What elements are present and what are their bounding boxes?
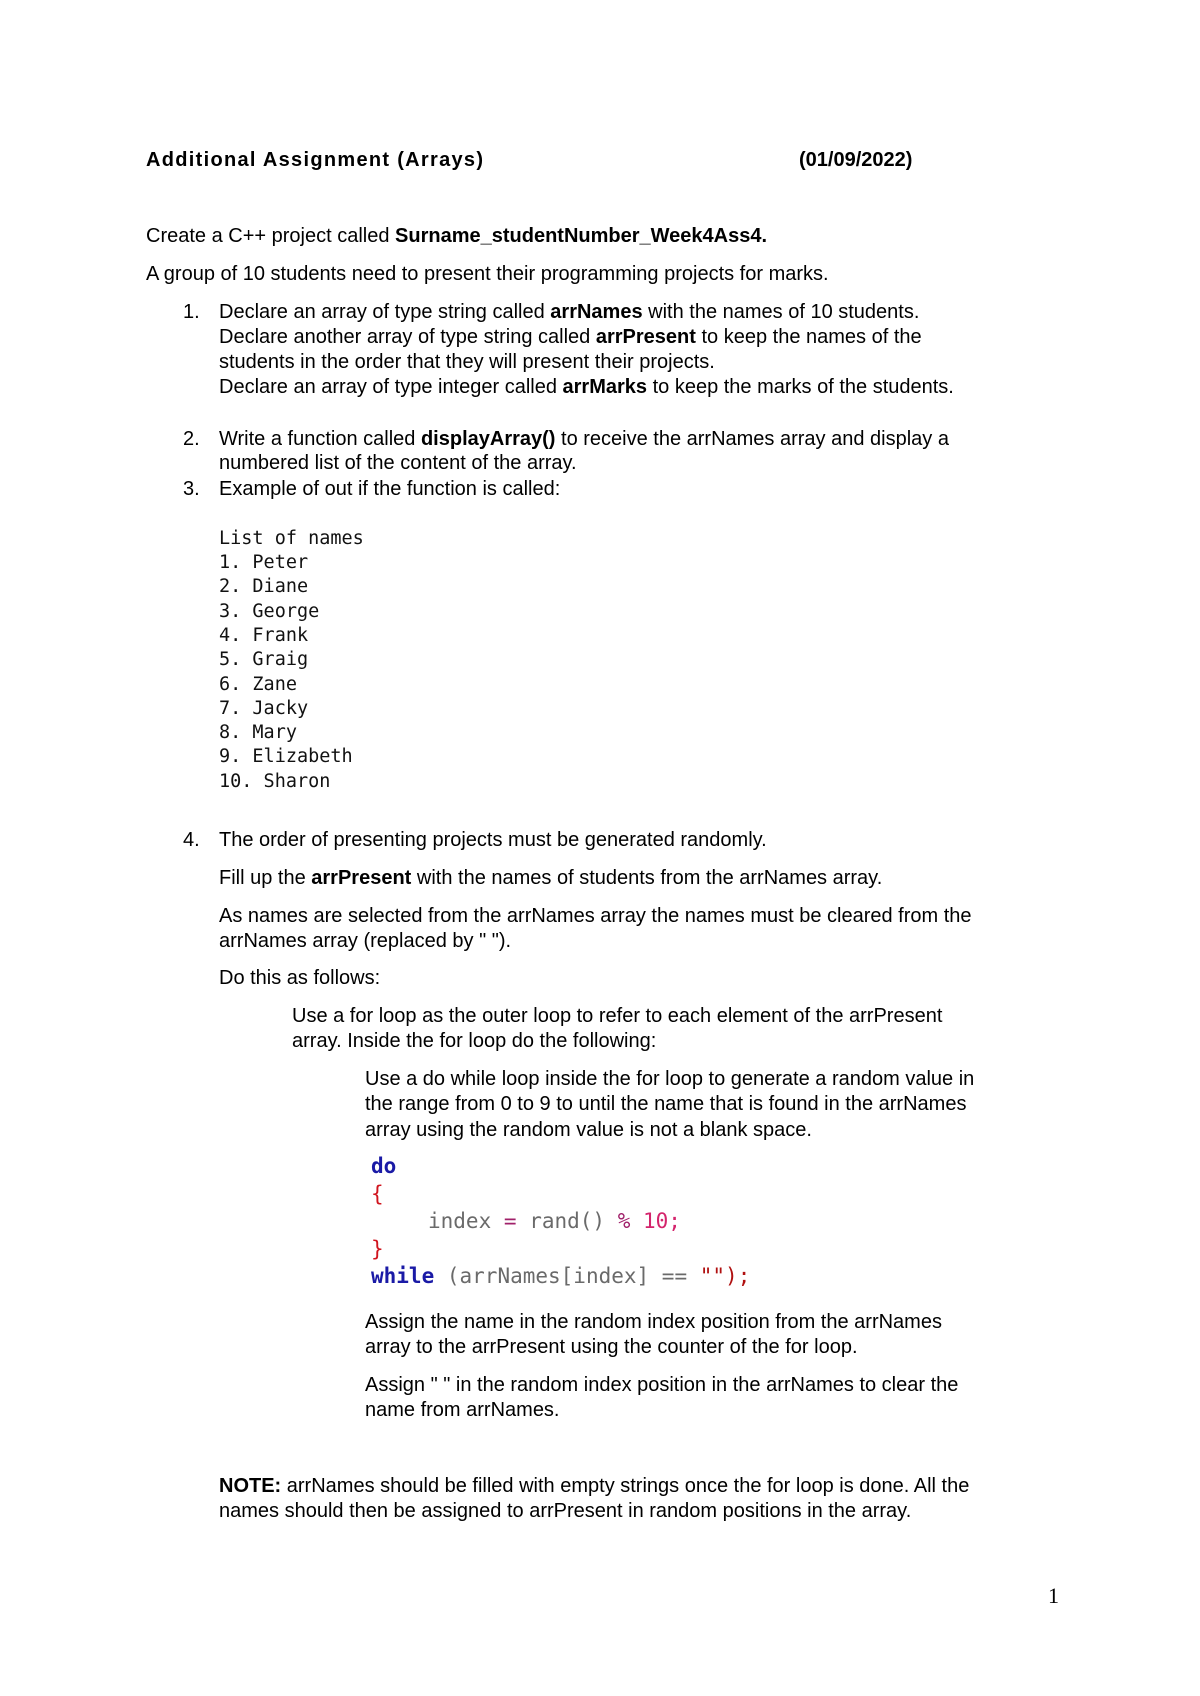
- item-1-line-4: Declare an array of type integer called arrMarks to keep the marks of the students.: [219, 376, 954, 398]
- item-4-p6-line-2: the range from 0 to 9 to until the name that is found in the arrNames: [365, 1093, 967, 1115]
- note-line-2: names should then be assigned to arrPresent in random positions in the array.: [219, 1500, 912, 1522]
- example-output-line: 4. Frank: [219, 625, 309, 646]
- example-output-line: 2. Diane: [219, 576, 309, 597]
- example-output-line: 3. George: [219, 601, 320, 622]
- item-4-p7-line-2: array to the arrPresent using the counter of the for loop.: [365, 1336, 858, 1358]
- example-output-line: 10. Sharon: [219, 771, 331, 792]
- page-number: 1: [1048, 1583, 1059, 1608]
- item-4-number: 4.: [183, 829, 200, 851]
- item-1-line-2: Declare another array of type string called arrPresent to keep the names of the: [219, 326, 922, 348]
- group-line: A group of 10 students need to present their programming projects for marks.: [146, 263, 829, 285]
- code-line-assign: index = rand() % 10;: [428, 1209, 681, 1233]
- example-output-line: 5. Graig: [219, 649, 309, 670]
- item-4-p5-line-1: Use a for loop as the outer loop to refer to each element of the arrPresent: [292, 1005, 943, 1027]
- item-4-p4: Do this as follows:: [219, 967, 381, 989]
- item-1-line-3: students in the order that they will present their projects.: [219, 351, 715, 373]
- item-4-p1: The order of presenting projects must be generated randomly.: [219, 829, 767, 851]
- document-date: (01/09/2022): [799, 149, 913, 171]
- example-output-line: 9. Elizabeth: [219, 746, 353, 767]
- item-1-number: 1.: [183, 301, 200, 323]
- example-output-line: 8. Mary: [219, 722, 297, 743]
- item-4-p6-line-3: array using the random value is not a blank space.: [365, 1119, 812, 1141]
- item-3-text: Example of out if the function is called:: [219, 478, 561, 500]
- code-line-while: while (arrNames[index] == "");: [371, 1264, 751, 1288]
- item-4-p3-line-2: arrNames array (replaced by " ").: [219, 930, 512, 952]
- item-4-p8-line-2: name from arrNames.: [365, 1399, 560, 1421]
- code-line-do: do: [371, 1154, 397, 1178]
- project-name: Surname_studentNumber_Week4Ass4: [395, 225, 762, 247]
- example-output-line: 1. Peter: [219, 552, 309, 573]
- item-2-line-1: Write a function called displayArray() to receive the arrNames array and display a: [219, 428, 949, 450]
- item-4-p5-line-2: array. Inside the for loop do the following:: [292, 1030, 657, 1052]
- item-2-line-2: numbered list of the content of the array.: [219, 452, 577, 474]
- item-3-number: 3.: [183, 478, 200, 500]
- document-title: Additional Assignment (Arrays): [146, 149, 485, 171]
- item-4-p7-line-1: Assign the name in the random index position from the arrNames: [365, 1311, 942, 1333]
- item-1-line-1: Declare an array of type string called arrNames with the names of 10 students.: [219, 301, 920, 323]
- item-4-p2: Fill up the arrPresent with the names of students from the arrNames array.: [219, 867, 883, 889]
- note-label: NOTE:: [219, 1475, 282, 1497]
- note-line-1: NOTE: arrNames should be filled with empty strings once the for loop is done. All the: [219, 1475, 970, 1497]
- example-output-line: 6. Zane: [219, 674, 297, 695]
- example-output-header: List of names: [219, 528, 364, 549]
- example-output-line: 7. Jacky: [219, 698, 309, 719]
- create-project-line: Create a C++ project called Surname_studentNumber_Week4Ass4.: [146, 225, 768, 247]
- item-4-p6-line-1: Use a do while loop inside the for loop to generate a random value in: [365, 1068, 975, 1090]
- code-line-close-brace: }: [371, 1237, 384, 1261]
- item-2-number: 2.: [183, 428, 200, 450]
- item-4-p8-line-1: Assign " " in the random index position in the arrNames to clear the: [365, 1374, 959, 1396]
- item-4-p3-line-1: As names are selected from the arrNames array the names must be cleared from the: [219, 905, 972, 927]
- code-line-open-brace: {: [371, 1182, 384, 1206]
